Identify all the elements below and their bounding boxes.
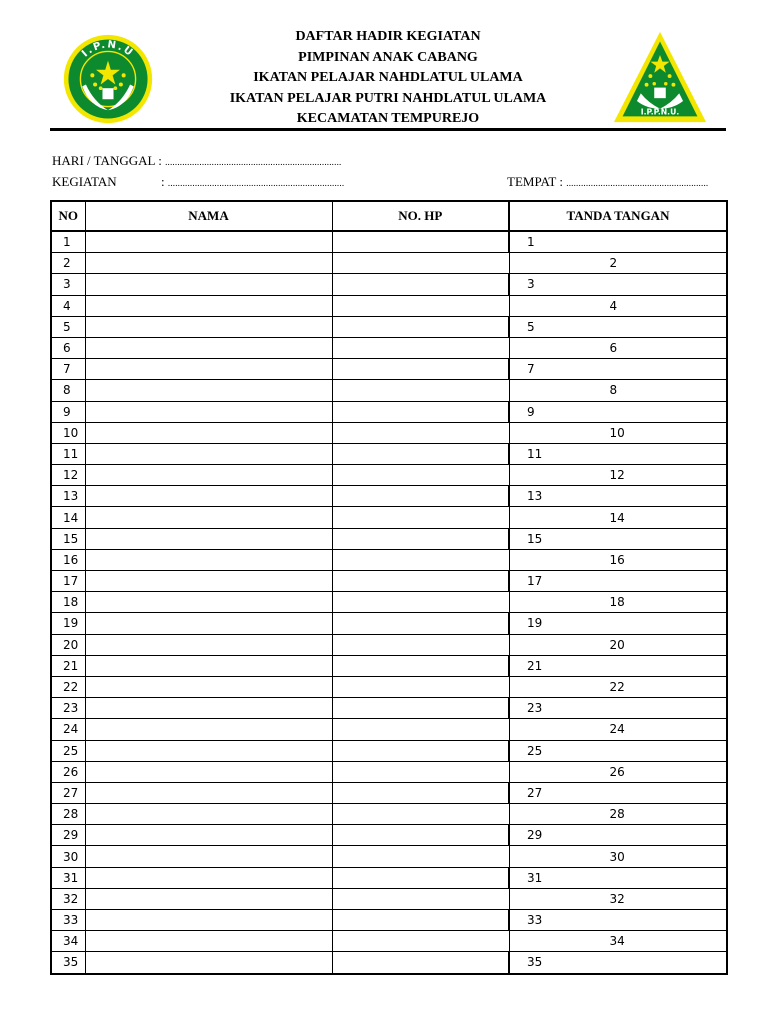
no-hp-cell[interactable] [332, 253, 509, 274]
no-hp-cell[interactable] [332, 528, 509, 549]
document-title [170, 27, 606, 130]
table-row [51, 359, 727, 380]
signature-number: 3 [527, 277, 535, 292]
nama-cell[interactable] [85, 804, 332, 825]
table-row [51, 613, 727, 634]
row-number: 34 [51, 931, 85, 952]
tanda-tangan-cell[interactable] [509, 507, 727, 528]
table-row [51, 571, 727, 592]
kegiatan-blank: ........................................................................ [167, 178, 345, 188]
tanda-tangan-cell[interactable] [509, 443, 727, 464]
nama-cell[interactable] [85, 486, 332, 507]
signature-number: 31 [527, 870, 543, 885]
tanda-tangan-cell[interactable] [509, 359, 727, 380]
tanda-tangan-cell[interactable] [509, 634, 727, 655]
nama-cell[interactable] [85, 380, 332, 401]
tanda-tangan-cell[interactable] [509, 337, 727, 358]
signature-number: 6 [609, 341, 618, 356]
signature-number: 28 [609, 807, 625, 822]
row-number: 4 [51, 295, 85, 316]
table-row [51, 231, 727, 253]
table-row [51, 698, 727, 719]
row-number: 2 [51, 253, 85, 274]
tempat-blank: .......................................................... [566, 178, 709, 188]
title-line: PIMPINAN ANAK CABANG [298, 49, 478, 65]
table-row [51, 549, 727, 570]
column-header-nama: NAMA [85, 201, 332, 231]
row-number: 35 [51, 952, 85, 974]
no-hp-cell[interactable] [332, 888, 509, 909]
tanda-tangan-cell[interactable] [509, 592, 727, 613]
tanda-tangan-cell[interactable] [509, 825, 727, 846]
row-number: 31 [51, 867, 85, 888]
signature-number: 5 [527, 319, 535, 334]
signature-number: 11 [527, 446, 543, 461]
row-number: 5 [51, 316, 85, 337]
tanda-tangan-cell[interactable] [509, 846, 727, 867]
header-divider [50, 128, 726, 131]
row-number: 3 [51, 274, 85, 295]
row-number: 13 [51, 486, 85, 507]
signature-number: 25 [527, 743, 543, 758]
table-row [51, 592, 727, 613]
ippnu-logo-text: I.P.P.N.U. [640, 107, 680, 117]
nama-cell[interactable] [85, 443, 332, 464]
tanda-tangan-cell[interactable] [509, 655, 727, 676]
nama-cell[interactable] [85, 528, 332, 549]
signature-number: 12 [609, 468, 625, 483]
signature-number: 1 [527, 235, 535, 250]
row-number: 32 [51, 888, 85, 909]
ipnu-logo [62, 33, 154, 125]
signature-number: 2 [609, 256, 618, 271]
nama-cell[interactable] [85, 316, 332, 337]
tanda-tangan-cell[interactable] [509, 931, 727, 952]
title-line: IKATAN PELAJAR PUTRI NAHDLATUL ULAMA [229, 90, 547, 106]
nama-cell[interactable] [85, 931, 332, 952]
ippnu-logo [612, 30, 708, 126]
signature-number: 30 [609, 849, 625, 864]
no-hp-cell[interactable] [332, 613, 509, 634]
hari-tanggal-label: HARI / TANGGAL : [52, 153, 166, 168]
signature-number: 9 [527, 404, 535, 419]
tanda-tangan-cell[interactable] [509, 698, 727, 719]
tanda-tangan-cell[interactable] [509, 422, 727, 443]
row-number: 18 [51, 592, 85, 613]
table-row [51, 676, 727, 697]
signature-number: 16 [609, 552, 625, 567]
no-hp-cell[interactable] [332, 804, 509, 825]
no-hp-cell[interactable] [332, 719, 509, 740]
nama-cell[interactable] [85, 359, 332, 380]
nama-cell[interactable] [85, 761, 332, 782]
no-hp-cell[interactable] [332, 465, 509, 486]
column-header-tanda-tangan: TANDA TANGAN [509, 201, 727, 231]
no-hp-cell[interactable] [332, 274, 509, 295]
tanda-tangan-cell[interactable] [509, 295, 727, 316]
signature-number: 4 [609, 298, 618, 313]
table-row [51, 316, 727, 337]
table-row [51, 380, 727, 401]
nama-cell[interactable] [85, 231, 332, 253]
row-number: 19 [51, 613, 85, 634]
attendance-table [50, 200, 728, 975]
signature-number: 15 [527, 531, 543, 546]
row-number: 8 [51, 380, 85, 401]
table-header-row [51, 201, 727, 231]
table-row [51, 719, 727, 740]
hari-tanggal-blank: ........................................................................ [165, 157, 342, 167]
nama-cell[interactable] [85, 274, 332, 295]
table-row [51, 465, 727, 486]
tanda-tangan-cell[interactable] [509, 613, 727, 634]
title-line: KECAMATAN TEMPUREJO [296, 111, 480, 127]
row-number: 16 [51, 549, 85, 570]
nama-cell[interactable] [85, 337, 332, 358]
tanda-tangan-cell[interactable] [509, 401, 727, 422]
kegiatan-field[interactable] [161, 174, 344, 191]
row-number: 14 [51, 507, 85, 528]
table-row [51, 274, 727, 295]
no-hp-cell[interactable] [332, 443, 509, 464]
nama-cell[interactable] [85, 782, 332, 803]
no-hp-cell[interactable] [332, 655, 509, 676]
row-number: 25 [51, 740, 85, 761]
signature-number: 20 [609, 637, 625, 652]
nama-cell[interactable] [85, 952, 332, 974]
row-number: 22 [51, 676, 85, 697]
table-row [51, 337, 727, 358]
tanda-tangan-cell[interactable] [509, 719, 727, 740]
row-number: 6 [51, 337, 85, 358]
table-row [51, 888, 727, 909]
tanda-tangan-cell[interactable] [509, 782, 727, 803]
table-row [51, 782, 727, 803]
row-number: 7 [51, 359, 85, 380]
title-line: IKATAN PELAJAR NAHDLATUL ULAMA [253, 70, 523, 86]
no-hp-cell[interactable] [332, 549, 509, 570]
tanda-tangan-cell[interactable] [509, 486, 727, 507]
no-hp-cell[interactable] [332, 846, 509, 867]
table-row [51, 931, 727, 952]
row-number: 24 [51, 719, 85, 740]
signature-number: 29 [527, 828, 543, 843]
signature-number: 33 [527, 913, 543, 928]
tanda-tangan-cell[interactable] [509, 253, 727, 274]
tanda-tangan-cell[interactable] [509, 910, 727, 931]
nama-cell[interactable] [85, 655, 332, 676]
row-number: 29 [51, 825, 85, 846]
signature-number: 21 [527, 658, 543, 673]
row-number: 20 [51, 634, 85, 655]
tanda-tangan-cell[interactable] [509, 549, 727, 570]
row-number: 30 [51, 846, 85, 867]
table-row [51, 443, 727, 464]
no-hp-cell[interactable] [332, 825, 509, 846]
no-hp-cell[interactable] [332, 507, 509, 528]
row-number: 10 [51, 422, 85, 443]
row-number: 21 [51, 655, 85, 676]
table-row [51, 761, 727, 782]
table-row [51, 634, 727, 655]
table-body [51, 231, 727, 974]
tanda-tangan-cell[interactable] [509, 231, 727, 253]
no-hp-cell[interactable] [332, 486, 509, 507]
signature-number: 18 [609, 595, 625, 610]
no-hp-cell[interactable] [332, 401, 509, 422]
no-hp-cell[interactable] [332, 316, 509, 337]
tanda-tangan-cell[interactable] [509, 888, 727, 909]
no-hp-cell[interactable] [332, 422, 509, 443]
nama-cell[interactable] [85, 825, 332, 846]
tanda-tangan-cell[interactable] [509, 274, 727, 295]
table-row [51, 507, 727, 528]
signature-number: 27 [527, 785, 543, 800]
nama-cell[interactable] [85, 698, 332, 719]
no-hp-cell[interactable] [332, 910, 509, 931]
nama-cell[interactable] [85, 888, 332, 909]
table-row [51, 952, 727, 974]
nama-cell[interactable] [85, 719, 332, 740]
nama-cell[interactable] [85, 253, 332, 274]
nama-cell[interactable] [85, 910, 332, 931]
no-hp-cell[interactable] [332, 380, 509, 401]
tanda-tangan-cell[interactable] [509, 761, 727, 782]
row-number: 23 [51, 698, 85, 719]
tempat-field[interactable] [507, 174, 708, 191]
row-number: 11 [51, 443, 85, 464]
table-row [51, 867, 727, 888]
signature-number: 14 [609, 510, 625, 525]
table-row [51, 846, 727, 867]
signature-number: 24 [609, 722, 625, 737]
nama-cell[interactable] [85, 613, 332, 634]
signature-number: 32 [609, 891, 625, 906]
table-row [51, 740, 727, 761]
nama-cell[interactable] [85, 465, 332, 486]
no-hp-cell[interactable] [332, 337, 509, 358]
nama-cell[interactable] [85, 846, 332, 867]
nama-cell[interactable] [85, 507, 332, 528]
nama-cell[interactable] [85, 571, 332, 592]
no-hp-cell[interactable] [332, 952, 509, 974]
nama-cell[interactable] [85, 634, 332, 655]
no-hp-cell[interactable] [332, 592, 509, 613]
signature-number: 26 [609, 764, 625, 779]
kegiatan-colon: : [161, 174, 168, 189]
no-hp-cell[interactable] [332, 359, 509, 380]
column-header-no-hp: NO. HP [332, 201, 509, 231]
row-number: 28 [51, 804, 85, 825]
no-hp-cell[interactable] [332, 698, 509, 719]
signature-number: 8 [609, 383, 618, 398]
row-number: 1 [51, 231, 85, 253]
no-hp-cell[interactable] [332, 782, 509, 803]
ipnu-logo-text: I.P.N.U [80, 39, 136, 60]
table-row [51, 825, 727, 846]
table-row [51, 422, 727, 443]
nama-cell[interactable] [85, 422, 332, 443]
no-hp-cell[interactable] [332, 676, 509, 697]
tempat-label: TEMPAT : [507, 174, 567, 189]
tanda-tangan-cell[interactable] [509, 952, 727, 974]
no-hp-cell[interactable] [332, 867, 509, 888]
tanda-tangan-cell[interactable] [509, 740, 727, 761]
hari-tanggal-field[interactable] [52, 153, 341, 170]
nama-cell[interactable] [85, 549, 332, 570]
tanda-tangan-cell[interactable] [509, 528, 727, 549]
table-row [51, 655, 727, 676]
column-header-no: NO [51, 201, 85, 231]
row-number: 15 [51, 528, 85, 549]
no-hp-cell[interactable] [332, 931, 509, 952]
signature-number: 13 [527, 489, 543, 504]
no-hp-cell[interactable] [332, 634, 509, 655]
no-hp-cell[interactable] [332, 295, 509, 316]
table-row [51, 295, 727, 316]
row-number: 12 [51, 465, 85, 486]
signature-number: 19 [527, 616, 543, 631]
row-number: 27 [51, 782, 85, 803]
table-row [51, 528, 727, 549]
signature-number: 23 [527, 701, 543, 716]
tanda-tangan-cell[interactable] [509, 676, 727, 697]
table-row [51, 401, 727, 422]
title-line: DAFTAR HADIR KEGIATAN [295, 29, 481, 44]
signature-number: 34 [609, 934, 625, 949]
no-hp-cell[interactable] [332, 761, 509, 782]
no-hp-cell[interactable] [332, 571, 509, 592]
nama-cell[interactable] [85, 401, 332, 422]
table-row [51, 486, 727, 507]
kegiatan-label: KEGIATAN [52, 174, 117, 189]
no-hp-cell[interactable] [332, 231, 509, 253]
signature-number: 22 [609, 680, 625, 695]
row-number: 17 [51, 571, 85, 592]
nama-cell[interactable] [85, 676, 332, 697]
tanda-tangan-cell[interactable] [509, 571, 727, 592]
nama-cell[interactable] [85, 592, 332, 613]
signature-number: 35 [527, 955, 543, 970]
no-hp-cell[interactable] [332, 740, 509, 761]
table-row [51, 253, 727, 274]
row-number: 26 [51, 761, 85, 782]
row-number: 33 [51, 910, 85, 931]
signature-number: 17 [527, 574, 543, 589]
table-row [51, 804, 727, 825]
table-row [51, 910, 727, 931]
signature-number: 7 [527, 362, 535, 377]
nama-cell[interactable] [85, 295, 332, 316]
nama-cell[interactable] [85, 740, 332, 761]
row-number: 9 [51, 401, 85, 422]
signature-number: 10 [609, 425, 625, 440]
tanda-tangan-cell[interactable] [509, 465, 727, 486]
tanda-tangan-cell[interactable] [509, 380, 727, 401]
nama-cell[interactable] [85, 867, 332, 888]
tanda-tangan-cell[interactable] [509, 316, 727, 337]
tanda-tangan-cell[interactable] [509, 867, 727, 888]
tanda-tangan-cell[interactable] [509, 804, 727, 825]
